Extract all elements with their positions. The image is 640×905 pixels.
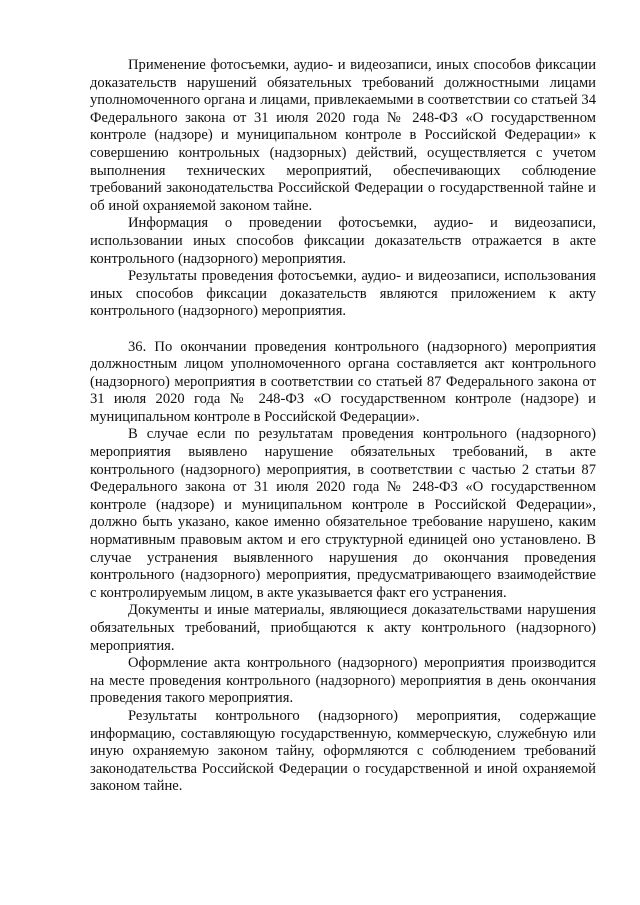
paragraph-evidence-documents: Документы и иные материалы, являющиеся доказательствами нарушения обязательных требований, приобщаются к акту контрольного (надзорного) мероприятия. (90, 602, 596, 654)
paragraph-recording-results-attachment: Результаты проведения фотосъемки, аудио- и видеозаписи, использования иных способов фиксации доказательств являются приложением к акту контрольного (надзорного) мероприятия. (90, 268, 596, 320)
paragraph-violation-found: В случае если по результатам проведения контрольного (надзорного) мероприятия выявлено нарушение обязательных требований, в акте контрольного (надзорного) мероприятия, в соответствии с частью 2 статьи 87 Федерального закона от 31 июля 2020 года № 248-ФЗ «О государственном контроле (надзоре) и муниципальном контроле в Российской Федерации», должно быть указано, какое именно обязательное требование нарушено, каким нормативным правовым актом и его структурной единицей оно установлено. В случае устранения выявленного нарушения до окончания проведения контрольного (надзорного) мероприятия, предусматривающего взаимодействие с контролируемым лицом, в акте указывается факт его устранения. (90, 426, 596, 601)
paragraph-recording-info-in-act: Информация о проведении фотосъемки, аудио- и видеозаписи, использовании иных способов фиксации доказательств отражается в акте контрольного (надзорного) мероприятия. (90, 215, 596, 267)
document-body (90, 57, 596, 796)
paragraph-secret-information: Результаты контрольного (надзорного) мероприятия, содержащие информацию, составляющую государственную, коммерческую, служебную или иную охраняемую законом тайну, оформляются с соблюдением требований законодательства Российской Федерации о государственной и иной охраняемой законом тайне. (90, 707, 596, 795)
paragraph-act-execution: Оформление акта контрольного (надзорного) мероприятия производится на месте проведения контрольного (надзорного) мероприятия в день окончания проведения такого мероприятия. (90, 655, 596, 707)
paragraph-item-36: 36. По окончании проведения контрольного (надзорного) мероприятия должностным лицом уполномоченного органа составляется акт контрольного (надзорного) мероприятия в соответствии со статьей 87 Федерального закона от 31 июля 2020 года № 248-ФЗ «О государственном контроле (надзоре) и муниципальном контроле в Российской Федерации». (90, 338, 596, 425)
paragraph-photo-video-recording: Применение фотосъемки, аудио- и видеозаписи, иных способов фиксации доказательств нарушений обязательных требований должностными лицами уполномоченного органа и лицами, привлекаемыми в соответствии со статьей 34 Федерального закона от 31 июля 2020 года № 248-ФЗ «О государственном контроле (надзоре) и муниципальном контроле в Российской Федерации» к совершению контрольных (надзорных) действий, осуществляется с учетом выполнения технических мероприятий, обеспечивающих соблюдение требований законодательства Российской Федерации о государственной тайне и об иной охраняемой законом тайне. (90, 57, 596, 214)
